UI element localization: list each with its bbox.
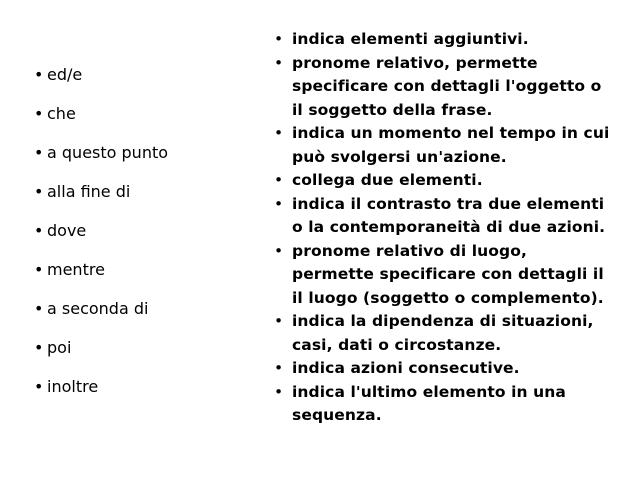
list-item bbox=[272, 122, 612, 169]
bullet-icon: • bbox=[34, 299, 44, 318]
list-item-text: a questo punto bbox=[47, 143, 169, 162]
bullet-icon: • bbox=[274, 312, 284, 330]
list-item-text: indica la dipendenza di situazioni, casi, dati o circostanze. bbox=[292, 312, 594, 354]
list-item bbox=[34, 220, 254, 259]
list-item-text: indica il contrasto tra due elementi o la contemporaneità di due azioni. bbox=[292, 194, 606, 236]
list-item-text: pronome relativo, permette specificare con dettagli l'oggetto o il soggetto della frase. bbox=[292, 53, 602, 119]
bullet-icon: • bbox=[274, 30, 284, 48]
bullet-icon: • bbox=[34, 260, 44, 279]
list-item-text: indica l'ultimo elemento in una sequenza. bbox=[292, 382, 566, 424]
list-item bbox=[34, 142, 254, 181]
list-item-text: mentre bbox=[47, 260, 105, 279]
list-item bbox=[34, 259, 254, 298]
bullet-icon: • bbox=[274, 194, 284, 213]
bullet-icon: • bbox=[274, 382, 284, 401]
list-item-text: che bbox=[47, 104, 76, 123]
list-item-text: poi bbox=[47, 338, 72, 357]
bullet-icon: • bbox=[274, 241, 284, 260]
conjunction-list bbox=[34, 64, 254, 415]
list-item bbox=[272, 28, 612, 52]
list-item-text: ed/e bbox=[47, 65, 83, 84]
bullet-icon: • bbox=[274, 124, 284, 142]
list-item bbox=[272, 381, 612, 428]
bullet-icon: • bbox=[274, 171, 284, 189]
list-item-text: collega due elementi. bbox=[292, 171, 483, 189]
list-item bbox=[272, 240, 612, 311]
definition-list bbox=[272, 28, 612, 428]
list-item-text: a seconda di bbox=[47, 299, 149, 318]
list-item-text: dove bbox=[47, 221, 87, 240]
list-item bbox=[272, 357, 612, 381]
bullet-icon: • bbox=[34, 221, 44, 240]
bullet-icon: • bbox=[34, 377, 44, 396]
list-item-text: pronome relativo di luogo, permette specificare con dettagli il il luogo (soggetto o complemento). bbox=[292, 241, 604, 307]
list-item bbox=[272, 52, 612, 123]
list-item bbox=[272, 310, 612, 357]
list-item bbox=[34, 103, 254, 142]
list-item bbox=[34, 376, 254, 415]
list-item bbox=[34, 181, 254, 220]
bullet-icon: • bbox=[34, 65, 44, 84]
list-item-text: indica azioni consecutive. bbox=[292, 359, 520, 377]
bullet-icon: • bbox=[34, 182, 44, 201]
list-item-text: inoltre bbox=[47, 377, 99, 396]
list-item bbox=[34, 337, 254, 376]
list-item-text: indica un momento nel tempo in cui può svolgersi un'azione. bbox=[292, 124, 610, 166]
list-item bbox=[34, 298, 254, 337]
bullet-icon: • bbox=[274, 359, 284, 377]
list-item-text: indica elementi aggiuntivi. bbox=[292, 30, 529, 48]
list-item bbox=[272, 169, 612, 193]
bullet-icon: • bbox=[34, 143, 44, 162]
bullet-icon: • bbox=[34, 104, 44, 123]
bullet-icon: • bbox=[274, 53, 284, 72]
bullet-icon: • bbox=[34, 338, 44, 357]
list-item bbox=[34, 64, 254, 103]
list-item bbox=[272, 193, 612, 240]
list-item-text: alla fine di bbox=[47, 182, 131, 201]
